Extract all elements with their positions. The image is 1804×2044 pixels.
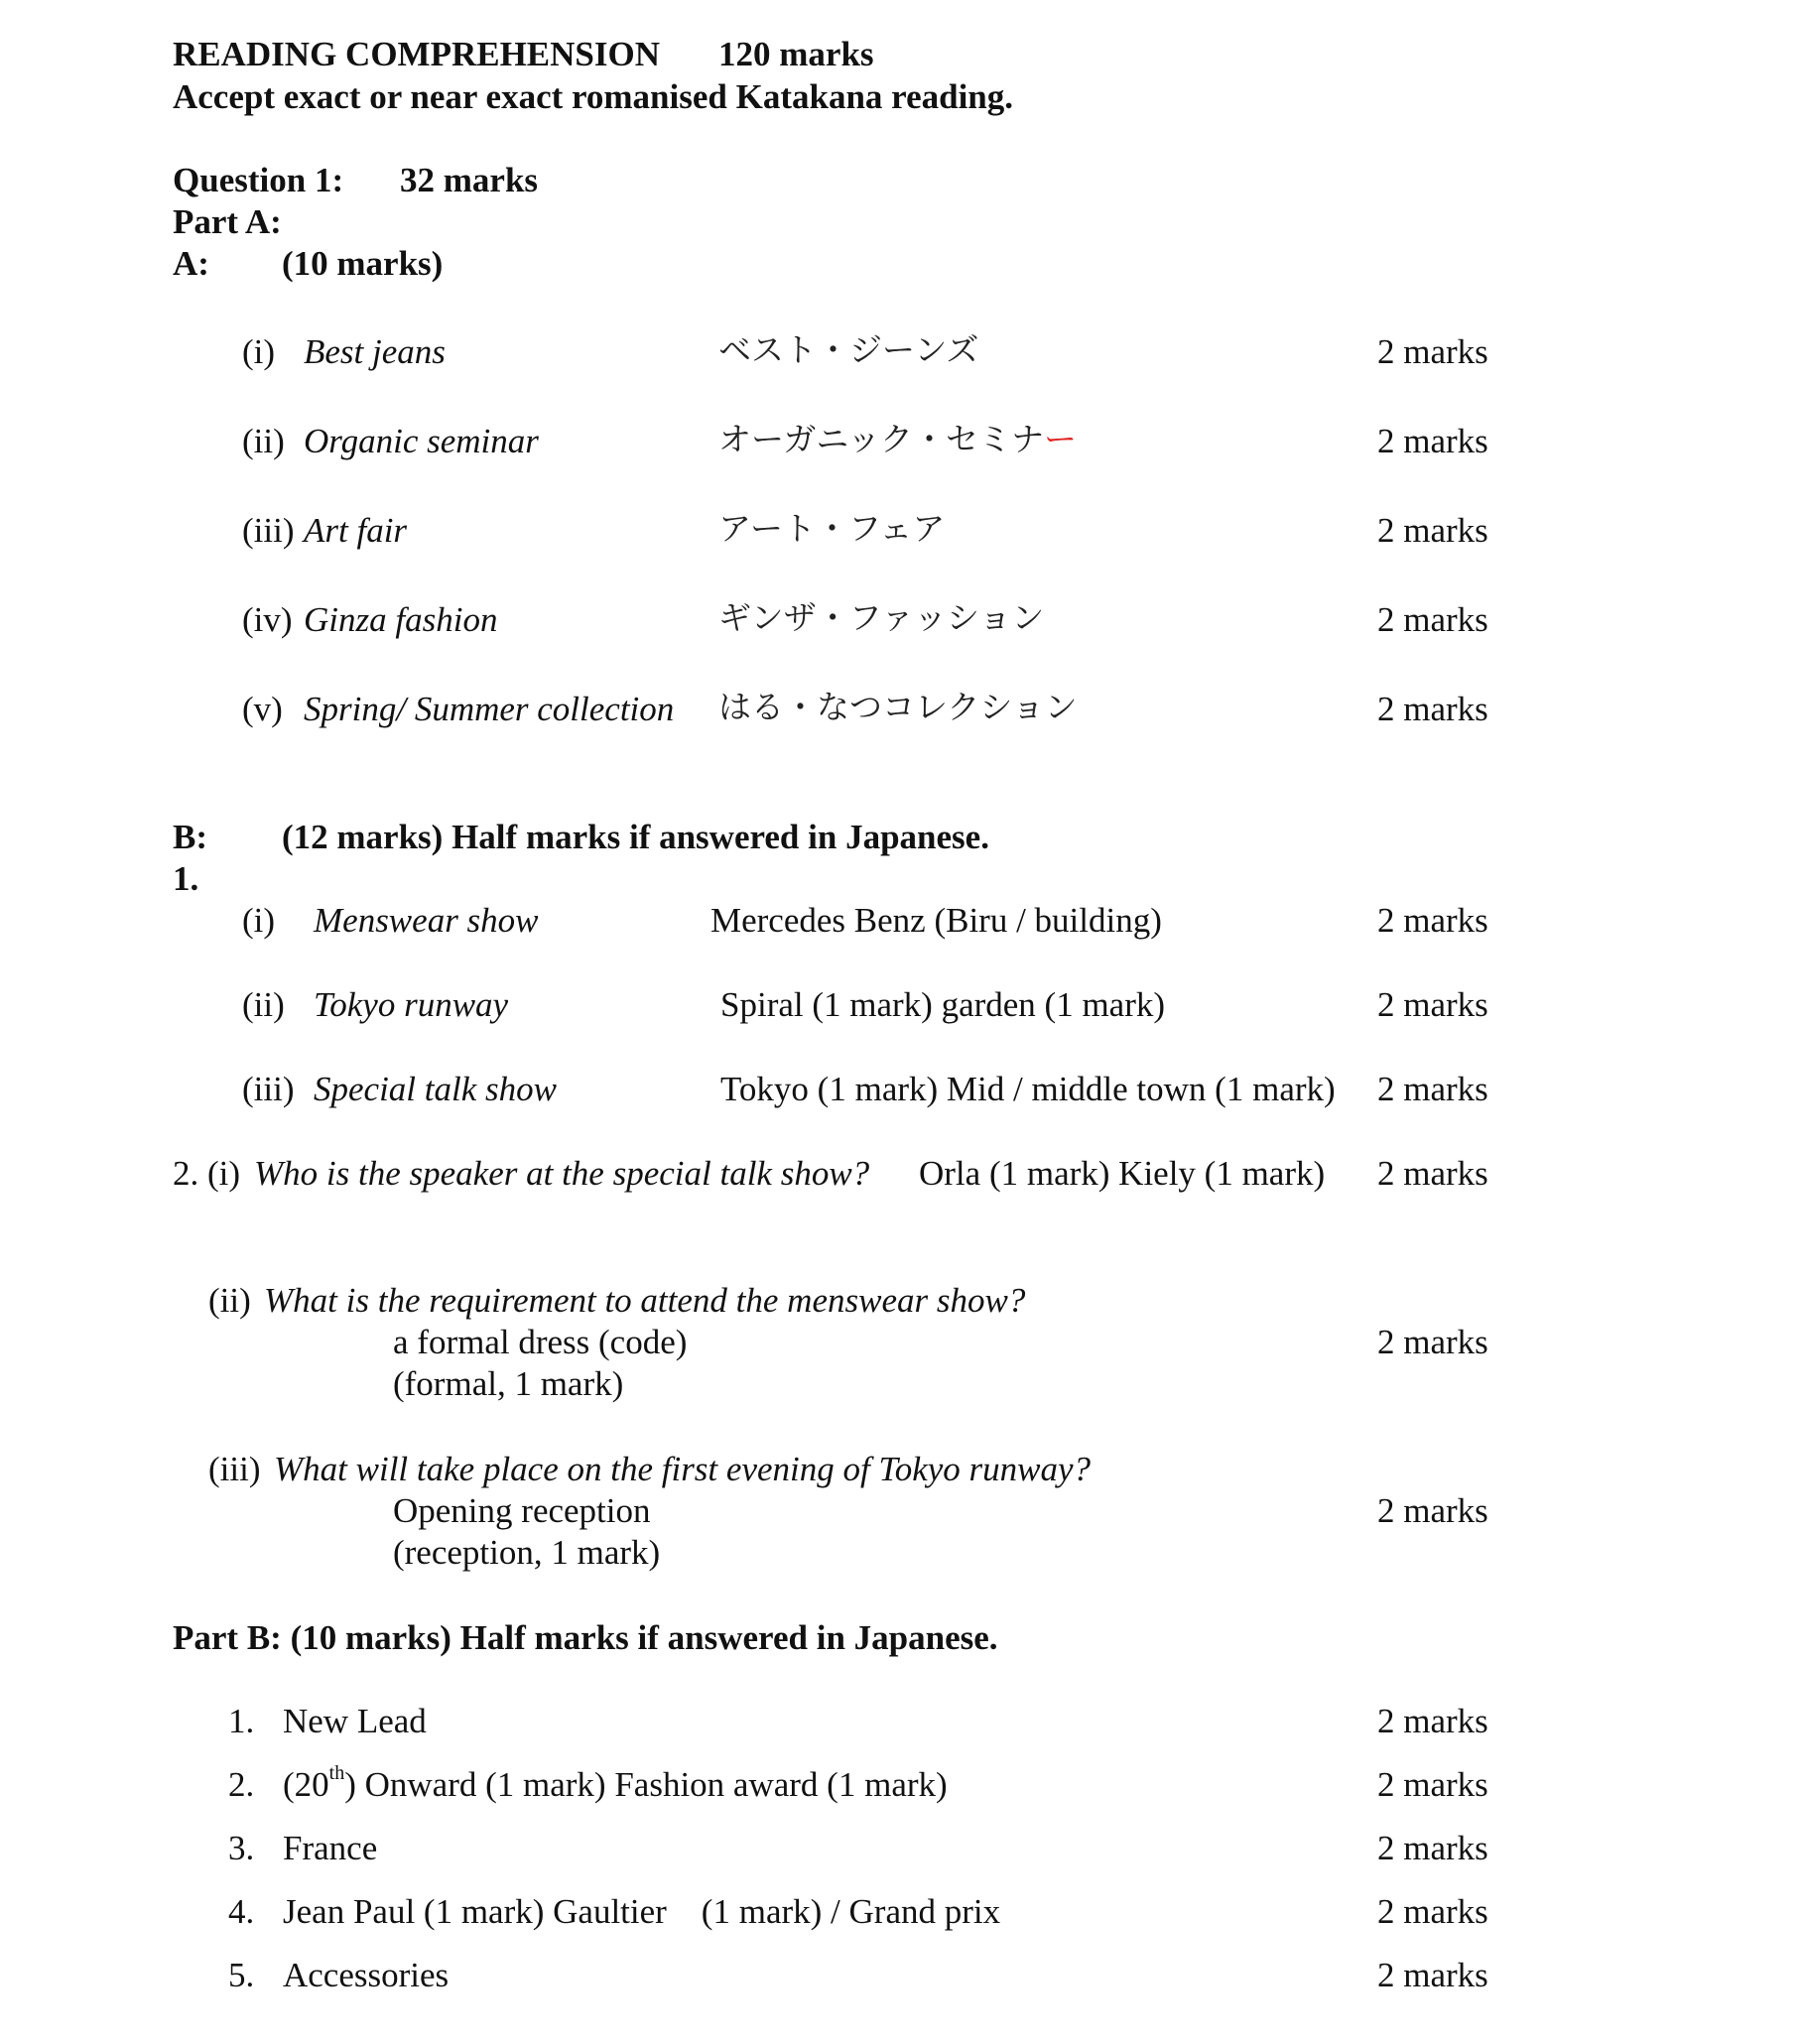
item-event: Tokyo runway xyxy=(314,985,509,1024)
section-a-marks: (10 marks) xyxy=(282,244,444,283)
item-english: Organic seminar xyxy=(304,422,539,460)
item-katakana: ギンザ・ファッション xyxy=(718,598,1045,637)
q2-iii-marks: 2 marks xyxy=(1377,1491,1488,1530)
item-text: (20th) Onward (1 mark) Fashion award (1 mark) xyxy=(283,1762,948,1804)
item-marks: 2 marks xyxy=(1377,985,1488,1024)
q2-i-prefix: 2. (i) xyxy=(173,1154,241,1193)
q2-ii-number: (ii) xyxy=(208,1281,251,1320)
item-number: (iii) xyxy=(242,1070,295,1108)
part-a-label: Part A: xyxy=(173,202,282,241)
correction-mark: ー xyxy=(1044,420,1078,458)
q2-ii-answer-line1: a formal dress (code) xyxy=(393,1323,688,1361)
item-event: Menswear show xyxy=(314,901,539,940)
item-number: 5. xyxy=(228,1956,255,1994)
section-b-sub1-label: 1. xyxy=(173,859,199,898)
item-english: Spring/ Summer collection xyxy=(304,690,675,728)
q2-iii-question: What will take place on the first evening of Tokyo runway? xyxy=(274,1450,1092,1488)
item-marks: 2 marks xyxy=(1377,1702,1488,1740)
item-answer: Mercedes Benz (Biru / building) xyxy=(710,901,1162,940)
item-number: (ii) xyxy=(242,985,285,1024)
q2-i-marks: 2 marks xyxy=(1377,1154,1488,1193)
item-katakana: ベスト・ジーンズ xyxy=(718,330,979,369)
item-number: (v) xyxy=(242,690,283,728)
item-marks: 2 marks xyxy=(1377,1829,1488,1867)
item-marks: 2 marks xyxy=(1377,1892,1488,1931)
question1-marks: 32 marks xyxy=(400,161,539,199)
item-number: 1. xyxy=(228,1702,255,1740)
item-marks: 2 marks xyxy=(1377,690,1488,728)
item-marks: 2 marks xyxy=(1377,511,1488,550)
item-katakana: アート・フェア xyxy=(718,509,946,548)
question1-label: Question 1: xyxy=(173,161,344,199)
item-number: (i) xyxy=(242,901,276,940)
item-number: (iii) xyxy=(242,511,295,550)
q2-ii-marks: 2 marks xyxy=(1377,1323,1488,1361)
q2-iii-number: (iii) xyxy=(208,1450,261,1488)
item-number: (i) xyxy=(242,332,276,371)
q2-i-answer: Orla (1 mark) Kiely (1 mark) xyxy=(919,1154,1326,1193)
item-marks: 2 marks xyxy=(1377,422,1488,460)
item-marks: 2 marks xyxy=(1377,901,1488,940)
item-katakana: はる・なつコレクション xyxy=(718,688,1078,726)
q2-i-question: Who is the speaker at the special talk show? xyxy=(254,1154,870,1193)
total-marks: 120 marks xyxy=(718,35,874,73)
item-english: Ginza fashion xyxy=(304,600,498,639)
item-number: 3. xyxy=(228,1829,255,1867)
section-b-label: B: xyxy=(173,818,207,856)
item-english: Best jeans xyxy=(304,332,446,371)
item-katakana: オーガニック・セミナー xyxy=(718,420,1078,458)
item-marks: 2 marks xyxy=(1377,1765,1488,1804)
part-b-heading: Part B: (10 marks) Half marks if answered in Japanese. xyxy=(173,1618,998,1657)
item-marks: 2 marks xyxy=(1377,1070,1488,1108)
section-a-label: A: xyxy=(173,244,209,283)
item-answer: Spiral (1 mark) garden (1 mark) xyxy=(720,985,1166,1024)
q2-ii-question: What is the requirement to attend the menswear show? xyxy=(264,1281,1026,1320)
item-english: Art fair xyxy=(304,511,408,550)
document-title: READING COMPREHENSION xyxy=(173,35,661,73)
item-marks: 2 marks xyxy=(1377,1956,1488,1994)
superscript: th xyxy=(328,1762,345,1785)
item-text: Accessories xyxy=(283,1956,450,1994)
q2-iii-answer-line2: (reception, 1 mark) xyxy=(393,1533,661,1572)
section-b-heading: (12 marks) Half marks if answered in Japanese. xyxy=(282,818,989,856)
item-marks: 2 marks xyxy=(1377,332,1488,371)
item-answer: Tokyo (1 mark) Mid / middle town (1 mark) xyxy=(720,1070,1336,1108)
item-event: Special talk show xyxy=(314,1070,557,1108)
marking-instruction: Accept exact or near exact romanised Katakana reading. xyxy=(173,77,1014,116)
item-number: 2. xyxy=(228,1765,255,1804)
item-text: New Lead xyxy=(283,1702,427,1740)
item-text: France xyxy=(283,1829,378,1867)
item-marks: 2 marks xyxy=(1377,600,1488,639)
q2-iii-answer-line1: Opening reception xyxy=(393,1491,651,1530)
item-number: (ii) xyxy=(242,422,285,460)
item-text: Jean Paul (1 mark) Gaultier (1 mark) / Grand prix xyxy=(283,1892,1001,1931)
item-number: 4. xyxy=(228,1892,255,1931)
item-number: (iv) xyxy=(242,600,293,639)
q2-ii-answer-line2: (formal, 1 mark) xyxy=(393,1364,624,1403)
